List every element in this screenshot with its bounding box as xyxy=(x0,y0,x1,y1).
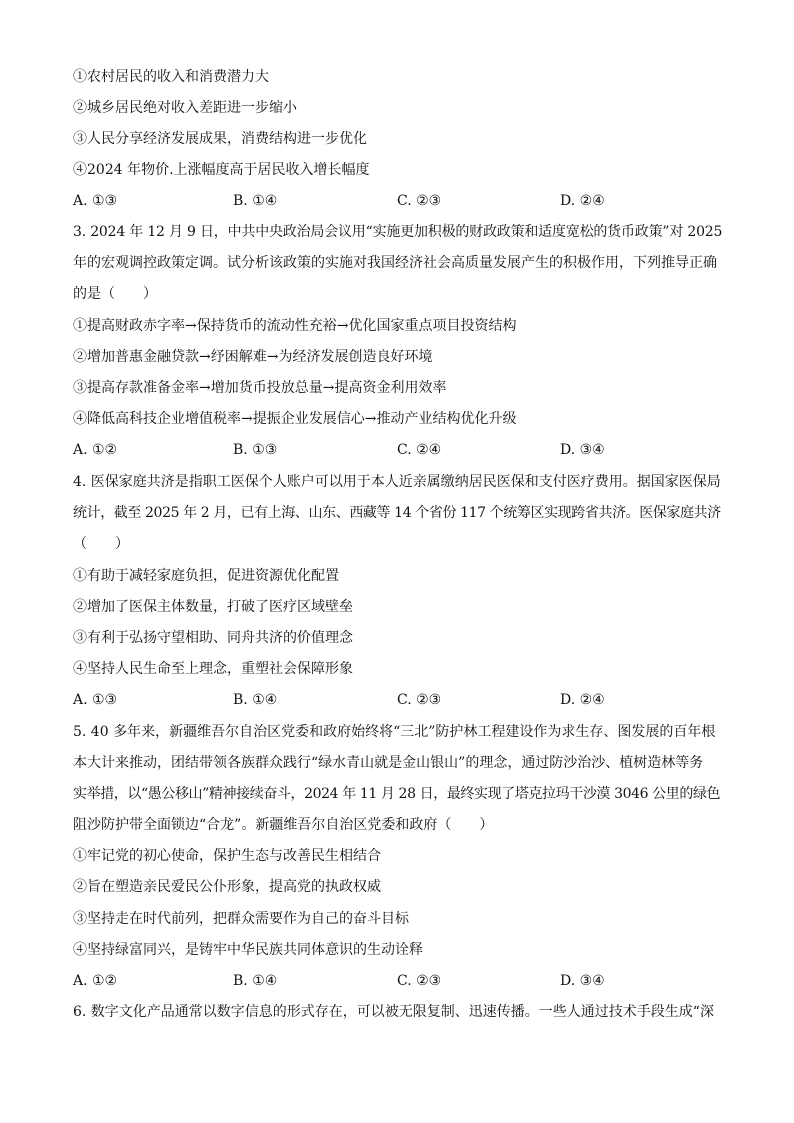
q5-item-1: ①牢记党的初心使命，保护生态与改善民生相结合 xyxy=(73,848,381,864)
q5-item-2: ②旨在塑造亲民爱民公仆形象，提高党的执政权威 xyxy=(73,879,381,895)
q5-item-4: ④坚持绿富同兴，是铸牢中华民族共同体意识的生动诠释 xyxy=(73,942,423,958)
q3-item-3: ③提高存款准备金率→增加货币投放总量→提高资金利用效率 xyxy=(73,380,447,396)
q5-option-b[interactable]: B. ①④ xyxy=(233,973,278,989)
q4-item-3: ③有利于弘扬守望相助、同舟共济的价值理念 xyxy=(73,630,353,646)
q4-options xyxy=(73,690,723,710)
q2-item-1: ①农村居民的收入和消费潜力大 xyxy=(73,69,269,85)
q3-option-c[interactable]: C. ②④ xyxy=(397,442,442,458)
q2-option-a[interactable]: A. ①③ xyxy=(73,193,118,209)
q3-options xyxy=(73,440,723,460)
q2-option-d[interactable]: D. ②④ xyxy=(560,193,605,209)
q2-option-c[interactable]: C. ②③ xyxy=(397,193,442,209)
q4-option-d[interactable]: D. ②④ xyxy=(560,692,605,708)
q5-options xyxy=(73,971,723,991)
q5-stem-line-4: 阻沙防护带全面锁边“合龙”。新疆维吾尔自治区党委和政府（ ） xyxy=(73,817,494,833)
q4-stem-line-1: 4. 医保家庭共济是指职工医保个人账户可以用于本人近亲属缴纳居民医保和支付医疗费用。据国家医保局 xyxy=(73,474,721,490)
q2-item-2: ②城乡居民绝对收入差距进一步缩小 xyxy=(73,100,297,116)
q5-stem-line-2: 本大计来推动，团结带领各族群众践行“绿水青山就是金山银山”的理念，通过防沙治沙、植树造林等务 xyxy=(73,755,704,771)
q5-stem-line-3: 实举措，以“愚公移山”精神接续奋斗，2024 年 11 月 28 日，最终实现了塔克拉玛干沙漠 3046 公里的绿色 xyxy=(73,786,721,802)
q3-stem-line-1: 3. 2024 年 12 月 9 日，中共中央政治局会议用“实施更加积极的财政政策和适度宽松的货币政策”对 2025 xyxy=(73,224,723,240)
q3-stem-line-2: 年的宏观调控政策定调。试分析该政策的实施对我国经济社会高质量发展产生的积极作用，下列推导正确 xyxy=(73,255,717,271)
q2-item-3: ③人民分享经济发展成果，消费结构进一步优化 xyxy=(73,131,367,147)
q4-option-b[interactable]: B. ①④ xyxy=(233,692,278,708)
q2-item-4: ④2024 年物价.上涨幅度高于居民收入增长幅度 xyxy=(73,162,370,178)
q6-stem-line-1: 6. 数字文化产品通常以数字信息的形式存在，可以被无限复制、迅速传播。一些人通过技术手段生成“深 xyxy=(73,1004,714,1020)
q5-option-a[interactable]: A. ①② xyxy=(73,973,118,989)
q3-item-2: ②增加普惠金融贷款→纾困解难→为经济发展创造良好环境 xyxy=(73,349,433,365)
q5-option-d[interactable]: D. ③④ xyxy=(560,973,605,989)
q4-item-1: ①有助于减轻家庭负担，促进资源优化配置 xyxy=(73,568,339,584)
q2-option-b[interactable]: B. ①④ xyxy=(233,193,278,209)
q3-option-d[interactable]: D. ③④ xyxy=(560,442,605,458)
q4-option-a[interactable]: A. ①③ xyxy=(73,692,118,708)
q5-stem-line-1: 5. 40 多年来，新疆维吾尔自治区党委和政府始终将“三北”防护林工程建设作为求生存、图发展的百年根 xyxy=(73,724,716,740)
q2-options xyxy=(73,191,723,211)
q3-stem-line-3: 的是（ ） xyxy=(73,286,157,302)
q4-option-c[interactable]: C. ②③ xyxy=(397,692,442,708)
q3-item-1: ①提高财政赤字率→保持货币的流动性充裕→优化国家重点项目投资结构 xyxy=(73,318,517,334)
q3-item-4: ④降低高科技企业增值税率→提振企业发展信心→推动产业结构优化升级 xyxy=(73,411,517,427)
q5-item-3: ③坚持走在时代前列，把群众需要作为自己的奋斗目标 xyxy=(73,911,409,927)
q4-stem-line-2: 统计，截至 2025 年 2 月，已有上海、山东、西藏等 14 个省份 117 个统筹区实现跨省共济。医保家庭共济 xyxy=(73,505,721,521)
q4-stem-line-3: （ ） xyxy=(73,536,129,552)
q3-option-b[interactable]: B. ①③ xyxy=(233,442,278,458)
q5-option-c[interactable]: C. ②③ xyxy=(397,973,442,989)
q3-option-a[interactable]: A. ①② xyxy=(73,442,118,458)
q4-item-2: ②增加了医保主体数量，打破了医疗区域壁垒 xyxy=(73,599,353,615)
q4-item-4: ④坚持人民生命至上理念，重塑社会保障形象 xyxy=(73,661,353,677)
